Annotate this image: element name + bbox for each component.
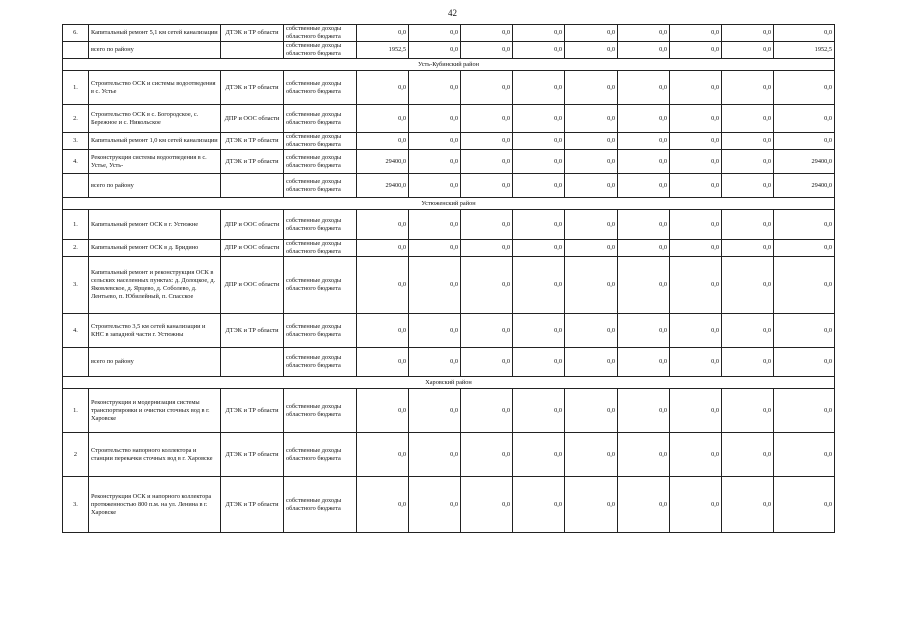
year-value: 0,0 [409,71,461,105]
year-value: 0,0 [618,389,670,433]
year-value: 0,0 [618,210,670,240]
year-value: 0,0 [618,477,670,533]
year-value: 0,0 [565,105,618,133]
budget-table [62,24,835,533]
year-value: 0,0 [409,42,461,59]
year-value: 0,0 [670,42,722,59]
funding-source: собственные доходы областного бюджета [284,71,357,105]
year-value: 0,0 [409,210,461,240]
year-value: 0,0 [722,42,774,59]
year-value: 0,0 [357,314,409,348]
table-row [63,240,835,257]
year-value: 0,0 [513,174,565,198]
year-value: 0,0 [461,314,513,348]
year-value: 0,0 [618,150,670,174]
year-value: 0,0 [670,257,722,314]
year-value: 0,0 [670,240,722,257]
total-value: 29400,0 [774,174,835,198]
year-value: 0,0 [618,240,670,257]
year-value: 0,0 [722,210,774,240]
measure-name: Реконструкция системы водоотведения в с. Устье, Усть- [89,150,221,174]
executor: ДТЭК и ТР области [221,150,284,174]
district-total-row [63,174,835,198]
year-value: 0,0 [409,433,461,477]
measure-name: всего по району [89,42,221,59]
row-number: 3. [63,477,89,533]
year-value: 0,0 [722,257,774,314]
year-value: 0,0 [357,71,409,105]
measure-name: Строительство напорного коллектора и станции перекачки сточных вод в г. Харовске [89,433,221,477]
year-value: 0,0 [357,105,409,133]
row-number: 1. [63,389,89,433]
measure-name: Капитальный ремонт 1,0 км сетей канализации [89,133,221,150]
year-value: 0,0 [722,133,774,150]
year-value: 0,0 [409,314,461,348]
total-value: 0,0 [774,257,835,314]
year-value: 0,0 [565,477,618,533]
year-value: 0,0 [357,477,409,533]
year-value: 0,0 [357,257,409,314]
total-value: 0,0 [774,105,835,133]
year-value: 0,0 [409,257,461,314]
measure-name: Реконструкция и модернизация системы транспортировки и очистки сточных вод в г. Харовске [89,389,221,433]
year-value: 0,0 [670,174,722,198]
row-number [63,174,89,198]
year-value: 0,0 [357,348,409,377]
year-value: 0,0 [565,314,618,348]
table-row [63,25,835,42]
measure-name: всего по району [89,174,221,198]
row-number: 1. [63,210,89,240]
funding-source: собственные доходы областного бюджета [284,133,357,150]
funding-source: собственные доходы областного бюджета [284,174,357,198]
year-value: 0,0 [670,105,722,133]
executor: ДТЭК и ТР области [221,314,284,348]
year-value: 0,0 [565,240,618,257]
measure-name: всего по району [89,348,221,377]
year-value: 0,0 [409,150,461,174]
executor [221,348,284,377]
funding-source: собственные доходы областного бюджета [284,42,357,59]
year-value: 0,0 [409,389,461,433]
table-row [63,389,835,433]
year-value: 0,0 [618,42,670,59]
year-value: 0,0 [461,174,513,198]
total-value: 29400,0 [774,150,835,174]
year-value: 0,0 [513,105,565,133]
year-value: 0,0 [670,150,722,174]
year-value: 0,0 [409,348,461,377]
year-value: 0,0 [618,314,670,348]
year-value: 0,0 [461,25,513,42]
year-value: 0,0 [618,133,670,150]
year-value: 0,0 [357,389,409,433]
year-value: 0,0 [409,477,461,533]
row-number: 6. [63,25,89,42]
row-number: 4. [63,314,89,348]
year-value: 0,0 [513,348,565,377]
year-value: 0,0 [513,42,565,59]
year-value: 0,0 [461,133,513,150]
year-value: 0,0 [513,257,565,314]
year-value: 0,0 [513,314,565,348]
row-number: 3. [63,133,89,150]
year-value: 0,0 [357,433,409,477]
district-total-row [63,348,835,377]
total-value: 1952,5 [774,42,835,59]
row-number [63,42,89,59]
year-value: 0,0 [670,314,722,348]
measure-name: Строительство ОСК в с. Богородское, с. Бережное и с. Никольское [89,105,221,133]
year-value: 0,0 [513,71,565,105]
year-value: 0,0 [618,105,670,133]
executor: ДТЭК и ТР области [221,133,284,150]
funding-source: собственные доходы областного бюджета [284,433,357,477]
row-number: 2. [63,105,89,133]
measure-name: Капитальный ремонт и реконструкция ОСК в сельских населенных пунктах: д. Долоцкое, д. Яковлевское, д. Ярцево, д. Соболево, д. Лентьево, п. Юбилейный, п. Спасское [89,257,221,314]
total-value: 0,0 [774,240,835,257]
district-header-row [63,59,835,71]
year-value: 0,0 [409,25,461,42]
year-value: 0,0 [513,150,565,174]
year-value: 0,0 [565,433,618,477]
year-value: 0,0 [409,133,461,150]
year-value: 0,0 [722,71,774,105]
year-value: 0,0 [670,348,722,377]
total-value: 0,0 [774,133,835,150]
executor: ДПР и ООС области [221,105,284,133]
total-value: 0,0 [774,433,835,477]
year-value: 0,0 [565,348,618,377]
year-value: 0,0 [670,25,722,42]
row-number: 2. [63,240,89,257]
measure-name: Капитальный ремонт 5,1 км сетей канализации [89,25,221,42]
year-value: 0,0 [722,150,774,174]
year-value: 0,0 [357,240,409,257]
year-value: 0,0 [409,240,461,257]
year-value: 0,0 [670,71,722,105]
total-value: 0,0 [774,348,835,377]
executor [221,42,284,59]
page-number: 42 [448,8,457,18]
funding-source: собственные доходы областного бюджета [284,150,357,174]
year-value: 0,0 [461,71,513,105]
funding-source: собственные доходы областного бюджета [284,257,357,314]
year-value: 0,0 [618,433,670,477]
year-value: 0,0 [722,389,774,433]
total-value: 0,0 [774,389,835,433]
year-value: 0,0 [722,314,774,348]
executor: ДТЭК и ТР области [221,389,284,433]
funding-source: собственные доходы областного бюджета [284,240,357,257]
year-value: 0,0 [357,25,409,42]
table-row [63,71,835,105]
funding-source: собственные доходы областного бюджета [284,314,357,348]
year-value: 0,0 [670,133,722,150]
funding-source: собственные доходы областного бюджета [284,348,357,377]
year-value: 0,0 [670,389,722,433]
row-number: 1. [63,71,89,105]
table-row [63,105,835,133]
year-value: 0,0 [513,389,565,433]
measure-name: Капитальный ремонт ОСК в д. Бридино [89,240,221,257]
year-value: 0,0 [513,433,565,477]
table-row [63,210,835,240]
year-value: 0,0 [461,240,513,257]
measure-name: Строительство ОСК и системы водоотведения в с. Устье [89,71,221,105]
executor [221,174,284,198]
district-name: Устюженский район [63,198,835,210]
year-value: 0,0 [722,105,774,133]
measure-name: Строительство 3,5 км сетей канализации и КНС в западной части г. Устюжны [89,314,221,348]
year-value: 0,0 [461,477,513,533]
district-name: Усть-Кубинский район [63,59,835,71]
table-row [63,433,835,477]
year-value: 0,0 [513,240,565,257]
funding-source: собственные доходы областного бюджета [284,25,357,42]
year-value: 29400,0 [357,174,409,198]
measure-name: Реконструкция ОСК и напорного коллектора протяженностью 800 п.м. на ул. Ленина в г. Харовске [89,477,221,533]
year-value: 0,0 [565,133,618,150]
year-value: 0,0 [618,25,670,42]
year-value: 0,0 [722,174,774,198]
year-value: 0,0 [722,433,774,477]
year-value: 0,0 [565,71,618,105]
executor: ДТЭК и ТР области [221,477,284,533]
table-row [63,314,835,348]
year-value: 0,0 [461,210,513,240]
total-value: 0,0 [774,25,835,42]
year-value: 0,0 [461,150,513,174]
year-value: 0,0 [670,210,722,240]
year-value: 0,0 [722,348,774,377]
funding-source: собственные доходы областного бюджета [284,210,357,240]
year-value: 0,0 [461,348,513,377]
table-row [63,150,835,174]
year-value: 0,0 [565,174,618,198]
district-name: Харовский район [63,377,835,389]
row-number [63,348,89,377]
year-value: 0,0 [565,25,618,42]
year-value: 0,0 [722,477,774,533]
funding-source: собственные доходы областного бюджета [284,105,357,133]
funding-source: собственные доходы областного бюджета [284,389,357,433]
year-value: 0,0 [565,389,618,433]
table-row [63,257,835,314]
year-value: 0,0 [461,105,513,133]
total-value: 0,0 [774,314,835,348]
district-header-row [63,198,835,210]
year-value: 1952,5 [357,42,409,59]
year-value: 0,0 [513,210,565,240]
year-value: 0,0 [513,477,565,533]
executor: ДПР и ООС области [221,240,284,257]
year-value: 0,0 [618,71,670,105]
executor: ДПР и ООС области [221,210,284,240]
table-row [63,477,835,533]
year-value: 0,0 [513,133,565,150]
year-value: 0,0 [722,240,774,257]
year-value: 0,0 [618,257,670,314]
row-number: 4. [63,150,89,174]
year-value: 0,0 [618,174,670,198]
row-number: 2 [63,433,89,477]
year-value: 0,0 [461,42,513,59]
year-value: 0,0 [357,210,409,240]
table-row [63,133,835,150]
total-value: 0,0 [774,477,835,533]
district-total-row [63,42,835,59]
district-header-row [63,377,835,389]
year-value: 0,0 [357,133,409,150]
year-value: 29400,0 [357,150,409,174]
executor: ДТЭК и ТР области [221,71,284,105]
year-value: 0,0 [513,25,565,42]
year-value: 0,0 [670,477,722,533]
executor: ДТЭК и ТР области [221,25,284,42]
year-value: 0,0 [618,348,670,377]
year-value: 0,0 [461,433,513,477]
year-value: 0,0 [409,174,461,198]
total-value: 0,0 [774,210,835,240]
measure-name: Капитальный ремонт ОСК в г. Устюжне [89,210,221,240]
funding-source: собственные доходы областного бюджета [284,477,357,533]
total-value: 0,0 [774,71,835,105]
year-value: 0,0 [409,105,461,133]
year-value: 0,0 [461,389,513,433]
year-value: 0,0 [670,433,722,477]
executor: ДТЭК и ТР области [221,433,284,477]
year-value: 0,0 [565,42,618,59]
year-value: 0,0 [565,150,618,174]
row-number: 3. [63,257,89,314]
year-value: 0,0 [722,25,774,42]
year-value: 0,0 [461,257,513,314]
executor: ДПР и ООС области [221,257,284,314]
year-value: 0,0 [565,210,618,240]
year-value: 0,0 [565,257,618,314]
